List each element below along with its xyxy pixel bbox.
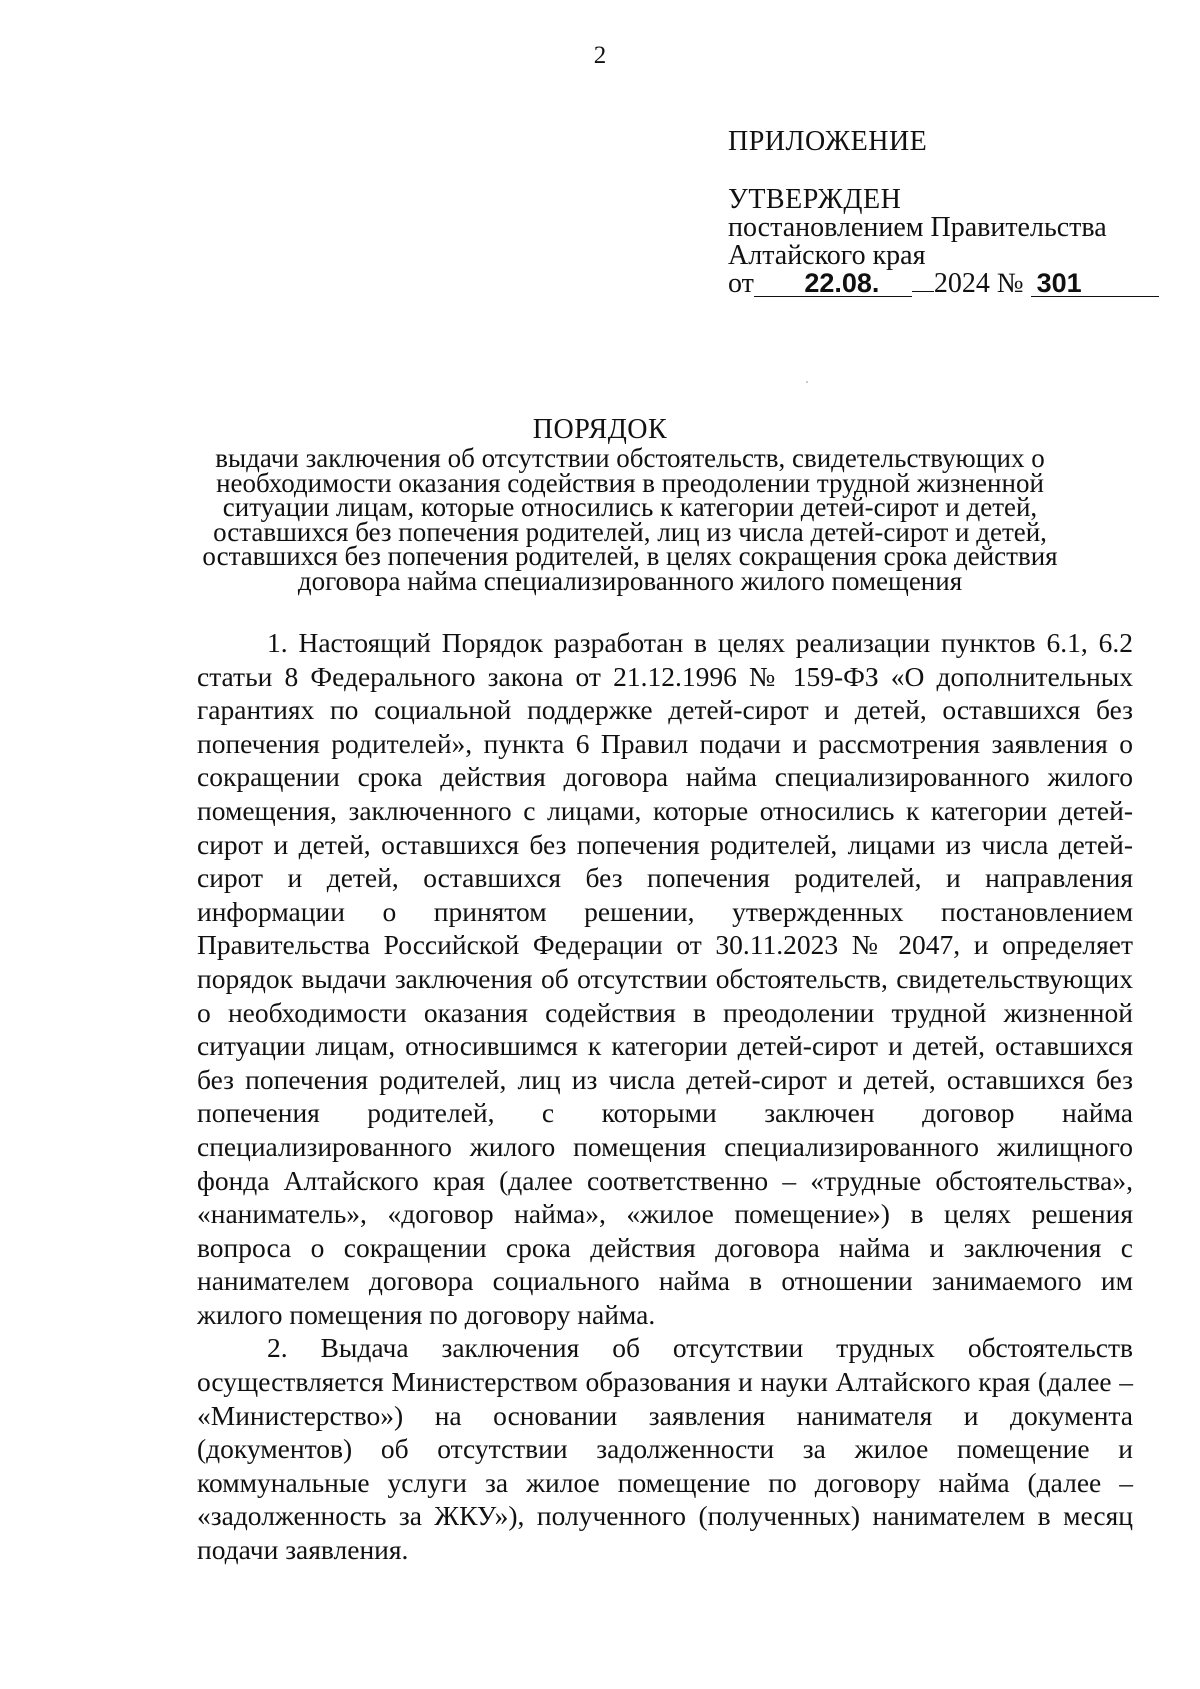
subtitle-line: необходимости оказания содействия в преодолении трудной жизненной <box>216 467 1044 498</box>
document-subtitle <box>190 443 1070 596</box>
subtitle-line: выдачи заключения об отсутствии обстоятельств, свидетельствующих о <box>215 443 1045 473</box>
date-prefix: от <box>728 268 754 299</box>
year-and-number-sign: 2024 № <box>933 268 1024 299</box>
subtitle-line: оставшихся без попечения родителей, лиц из числа детей-сирот и детей, <box>213 516 1047 547</box>
approved-by-line-1: постановлением Правительства <box>728 212 1107 243</box>
document-title: ПОРЯДОК <box>532 414 668 445</box>
page-number: 2 <box>593 42 607 69</box>
appendix-block <box>728 128 1159 298</box>
paragraph-1: 1. Настоящий Порядок разработан в целях реализации пунктов 6.1, 6.2 статьи 8 Федерального закона от 21.12.1996 № 159-ФЗ «О дополнительных гарантиях по социальной поддержке детей-сирот и детей, оставшихся без попечения родителей», пункта 6 Правил подачи и рассмотрения заявления о сокращении срока действия договора найма специализированного жилого помещения, заключенного с лицами, которые относились к категории детей-сирот и детей, оставшихся без попечения родителей, лицами из числа детей-сирот и детей, оставшихся без попечения родителей, и направления информации о принятом решении, утвержденных постановлением Правительства Российской Федерации от 30.11.2023 № 2047, и определяет порядок выдачи заключения об отсутствии обстоятельств, свидетельствующих о необходимости оказания содействия в преодолении трудной жизненной ситуации лицам, относившимся к категории детей-сирот и детей, оставшихся без попечения родителей, лиц из числа детей-сирот и детей, оставшихся без попечения родителей, с которыми заключен договор найма специализированного жилого помещения специализированного жилищного фонда Алтайского края (далее соответственно – «трудные обстоятельства», «наниматель», «договор найма», «жилое помещение») в целях решения вопроса о сокращении срока действия договора найма и заключения с нанимателем договора социального найма в отношении занимаемого им жилого помещения по договору найма. <box>197 627 1133 1330</box>
subtitle-line: договора найма специализированного жилого помещения <box>297 565 963 596</box>
document-body <box>197 626 1133 1567</box>
date-underline-gap <box>912 291 934 292</box>
handwritten-doc-number: 301 <box>1031 270 1159 297</box>
handwritten-date: 22.08. <box>754 270 912 297</box>
subtitle-line: оставшихся без попечения родителей, в целях сокращения срока действия <box>202 541 1058 572</box>
appendix-title: ПРИЛОЖЕНИЕ <box>728 126 928 157</box>
approved-label: УТВЕРЖДЕН <box>728 184 902 215</box>
scan-speck <box>806 381 808 383</box>
subtitle-line: ситуации лицам, которые относились к категории детей-сирот и детей, <box>222 492 1038 523</box>
approval-date-line <box>728 270 1159 298</box>
paragraph-2: 2. Выдача заключения об отсутствии трудных обстоятельств осуществляется Министерством образования и науки Алтайского края (далее – «Министерство») на основании заявления нанимателя и документа (документов) об отсутствии задолженности за жилое помещение и коммунальные услуги за жилое помещение по договору найма (далее – «задолженность за ЖКУ»), полученного (полученных) нанимателем в месяц подачи заявления. <box>197 1332 1133 1566</box>
approved-by-line-2: Алтайского края <box>728 240 926 271</box>
